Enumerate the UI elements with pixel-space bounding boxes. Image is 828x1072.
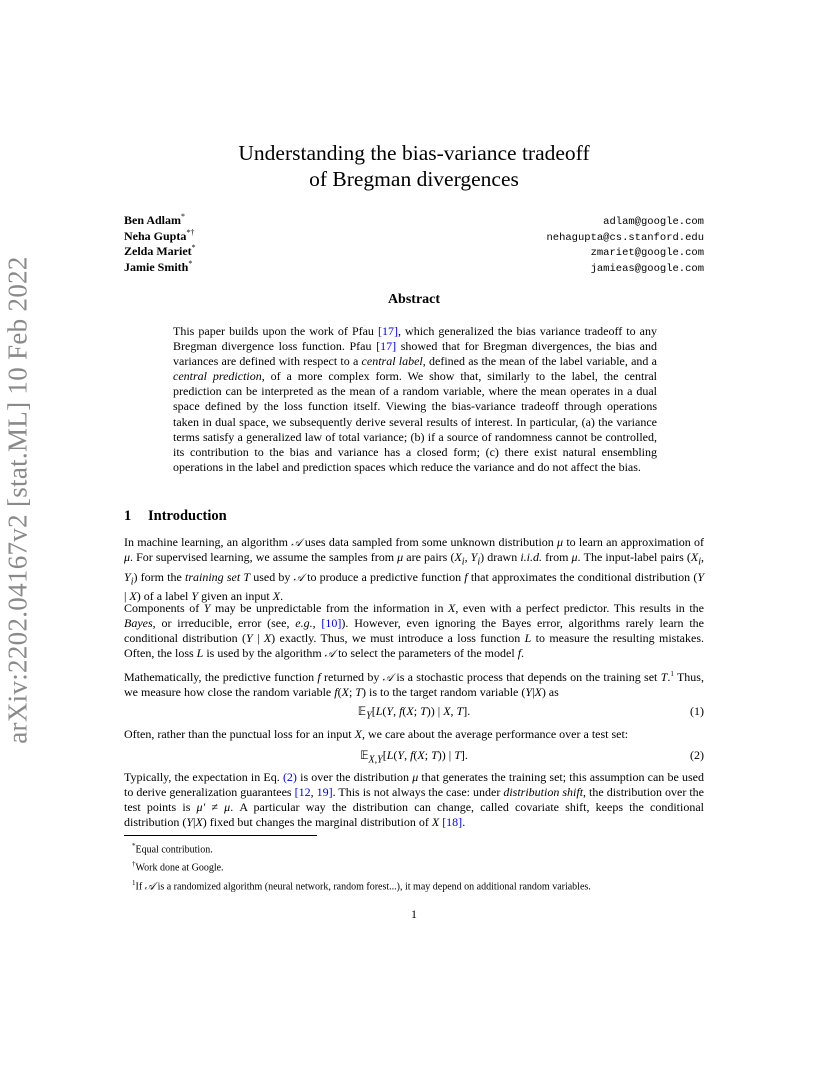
paragraph: Components of Y may be unpredictable from the information in X, even with a perfect predictor. This results in the Bayes, or irreducible, error (see, e.g., [10]). However, even ignoring the Bayes error, algorithms rarely learn the conditional distribution (Y | X) exactly. Thus, we must introduce a loss function L to measure the resulting mistakes. Often, the loss L is used by the algorithm 𝒜 to select the parameters of the model f. — [124, 601, 705, 661]
author-row — [124, 212, 704, 228]
citation-link[interactable]: [17] — [376, 339, 397, 354]
author-mark: *† — [186, 227, 195, 237]
title-line-2: of Bregman divergences — [309, 167, 519, 191]
author-mark: * — [188, 258, 193, 268]
author-row — [124, 243, 704, 259]
author-email[interactable]: nehagupta@cs.stanford.edu — [546, 231, 704, 244]
abstract-heading: Abstract — [387, 292, 441, 307]
section-number: 1 — [124, 508, 132, 524]
footnote: $^1$If 𝒜 is a randomized algorithm (neural network, random forest...), it may depend on additional random variables. — [132, 878, 591, 892]
author-row — [124, 259, 704, 275]
citation-link[interactable]: [17] — [377, 324, 398, 338]
equation-number: (1) — [690, 704, 704, 718]
paper-title — [124, 140, 704, 192]
author-name: Ben Adlam — [124, 213, 182, 227]
author-mark: * — [191, 243, 196, 252]
author-email[interactable]: jamieas@google.com — [590, 262, 704, 275]
author-name: Neha Gupta — [124, 228, 187, 243]
author-email[interactable]: adlam@google.com — [603, 216, 704, 228]
section-heading — [124, 508, 227, 525]
arxiv-identifier-text: arXiv:2202.04167v2 [stat.ML] 10 Feb 2022 — [2, 256, 33, 744]
author-row — [124, 228, 704, 244]
author-name: Zelda Mariet — [124, 244, 192, 258]
section-title: Introduction — [148, 508, 227, 524]
citation-link[interactable]: [12 — [294, 785, 311, 800]
footnote: *Equal contribution. — [132, 842, 213, 856]
paragraph: Mathematically, the predictive function f returned by 𝒜 is a stochastic process that depends on the training set T.$^1$ Thus, we measure how close the random variable f(X; T) is to the target random variable (Y|X) as — [124, 670, 704, 700]
author-email[interactable]: zmariet@google.com — [590, 247, 704, 259]
paragraph: In machine learning, an algorithm 𝒜 uses data sampled from some unknown distribution μ to learn an approximation of μ. For supervised learning, we assume the samples from μ are pairs ($X_i$, $Y_i$) drawn i.i.d. from μ. The input-label pairs ($X_i$, $Y_i$) form the training set T used by 𝒜 to produce a predictive function f that approximates the conditional distribution (Y | X) of a label Y given an input X. — [124, 535, 705, 604]
footnote-rule — [124, 835, 317, 836]
author-name: Jamie Smith — [124, 259, 189, 274]
citation-link[interactable]: [18] — [442, 815, 463, 830]
abstract-text: This paper builds upon the work of Pfau [17], which generalized the bias variance tradeoff to any Bregman divergence loss function. Pfau [17] showed that for Bregman divergences, the bias and variances are defined with respect to a central label, defined as the mean of the label variable, and a central prediction, of a more complex form. We show that, similarly to the label, the central prediction can be interpreted as the mean of a random variable, where the mean operates in a dual space defined by the loss function itself. Viewing the bias-variance tradeoff through operations taken in dual space, we subsequently derive several results of interest. In particular, (a) the variance terms satisfy a generalized law of total variance; (b) if a source of randomness cannot be controlled, its contribution to the bias and variance has a closed form; (c) there exist natural ensembling operations in the label and prediction spaces which reduce the variance and do not affect the bias. — [173, 324, 657, 474]
citation-link[interactable]: [10] — [321, 616, 342, 631]
author-mark: * — [181, 212, 186, 221]
footnotes — [124, 839, 724, 894]
page-number: 1 — [411, 907, 417, 921]
footnote: †Work done at Google. — [132, 860, 224, 874]
citation-link[interactable]: 19] — [316, 785, 333, 800]
equation-number: (2) — [690, 748, 704, 762]
paragraph: Typically, the expectation in Eq. (2) is over the distribution μ that generates the training set; this assumption can be used to derive generalization guarantees [12, 19]. This is not always the case: under distribution shift, the distribution over the test points is μ′ ≠ μ. A particular way the distribution can change, called covariate shift, keeps the conditional distribution (Y|X) fixed but changes the marginal distribution of X [18]. — [124, 770, 705, 830]
paragraph: Often, rather than the punctual loss for an input X, we care about the average performance over a test set: — [124, 727, 629, 741]
paper-page: arXiv:2202.04167v2 [stat.ML] 10 Feb 2022 Understanding the bias-variance tradeoff of Bregman divergences Ben Adlam* adlam@google.com Neha Gupta*† nehagupta@cs.stanford.edu Zelda Mariet* zmariet@google.com Jamie Smith* jamieas@google.com Abstract This paper builds upon the work of Pfau [17], which generalized the bias variance tradeoff to any Bregman divergence loss function. Pfau [17] showed that for Bregman divergences, the bias and variances are defined with respect to a central label, defined as the mean of the label variable, and a central prediction, of a more complex form. We show that, similarly to the label, the central prediction can be interpreted as the mean of a random variable, where the mean operates in a dual space defined by the loss function itself. Viewing the bias-variance tradeoff through operations taken in dual space, we subsequently derive several results of interest. In particular, (a) the variance terms satisfy a generalized law of total variance; (b) if a source of randomness cannot be controlled, its contribution to the bias and variance has a closed form; (c) there exist natural ensembling operations in the label and prediction spaces which reduce the variance and do not affect the bias. 1 Introduction In machine learning, an algorithm 𝒜 uses data sampled from some unknown distribution μ to learn an approximation of μ. For supervised learning, we assume the samples from μ are pairs ($X_i$, $Y_i$) drawn i.i.d. from μ. The input-label pairs ($X_i$, $Y_i$) form the training set T used by 𝒜 to produce a predictive function f that approximates the conditional distribution (Y | X) of a label Y given an input X. Components of Y may be unpredictable from the information in X, even with a perfect predictor. This results in the Bayes, or irreducible, error (see, e.g., [10]). However, even ignoring the Bayes error, algorithms rarely learn the conditional distribution (Y | X) exactly. Thus, we must introduce a loss function L to measure the resulting mistakes. Often, the loss L is used by the algorithm 𝒜 to select the parameters of the model f. Mathematically, the predictive function f returned by 𝒜 is a stochastic process that depends on the training set T.$^1$ Thus, we measure how close the random variable f(X; T) is to the target random variable (Y|X) as 𝔼$_Y$[L(Y, f(X; T)) | X, T]. (1) Often, rather than the punctual loss for an input X, we care about the average performance over a test set: 𝔼$_{X,Y}$[L(Y, f(X; T)) | T]. (2) Typically, the expectation in Eq. (2) is over the distribution μ that generates the training set; this assumption can be used to derive generalization guarantees [12, 19]. This is not always the case: under distribution shift, the distribution over the test points is μ′ ≠ μ. A particular way the distribution can change, called covariate shift, keeps the conditional distribution (Y|X) fixed but changes the marginal distribution of X [18]. *Equal contribution. †Work done at Google. $^1$If 𝒜 is a randomized algorithm (neural network, random forest...), it may depend on additional random variables. 1 — [0, 0, 828, 1072]
author-block — [124, 212, 704, 274]
equation-link[interactable]: (2) — [282, 770, 297, 784]
title-line-1: Understanding the bias-variance tradeoff — [238, 141, 590, 165]
